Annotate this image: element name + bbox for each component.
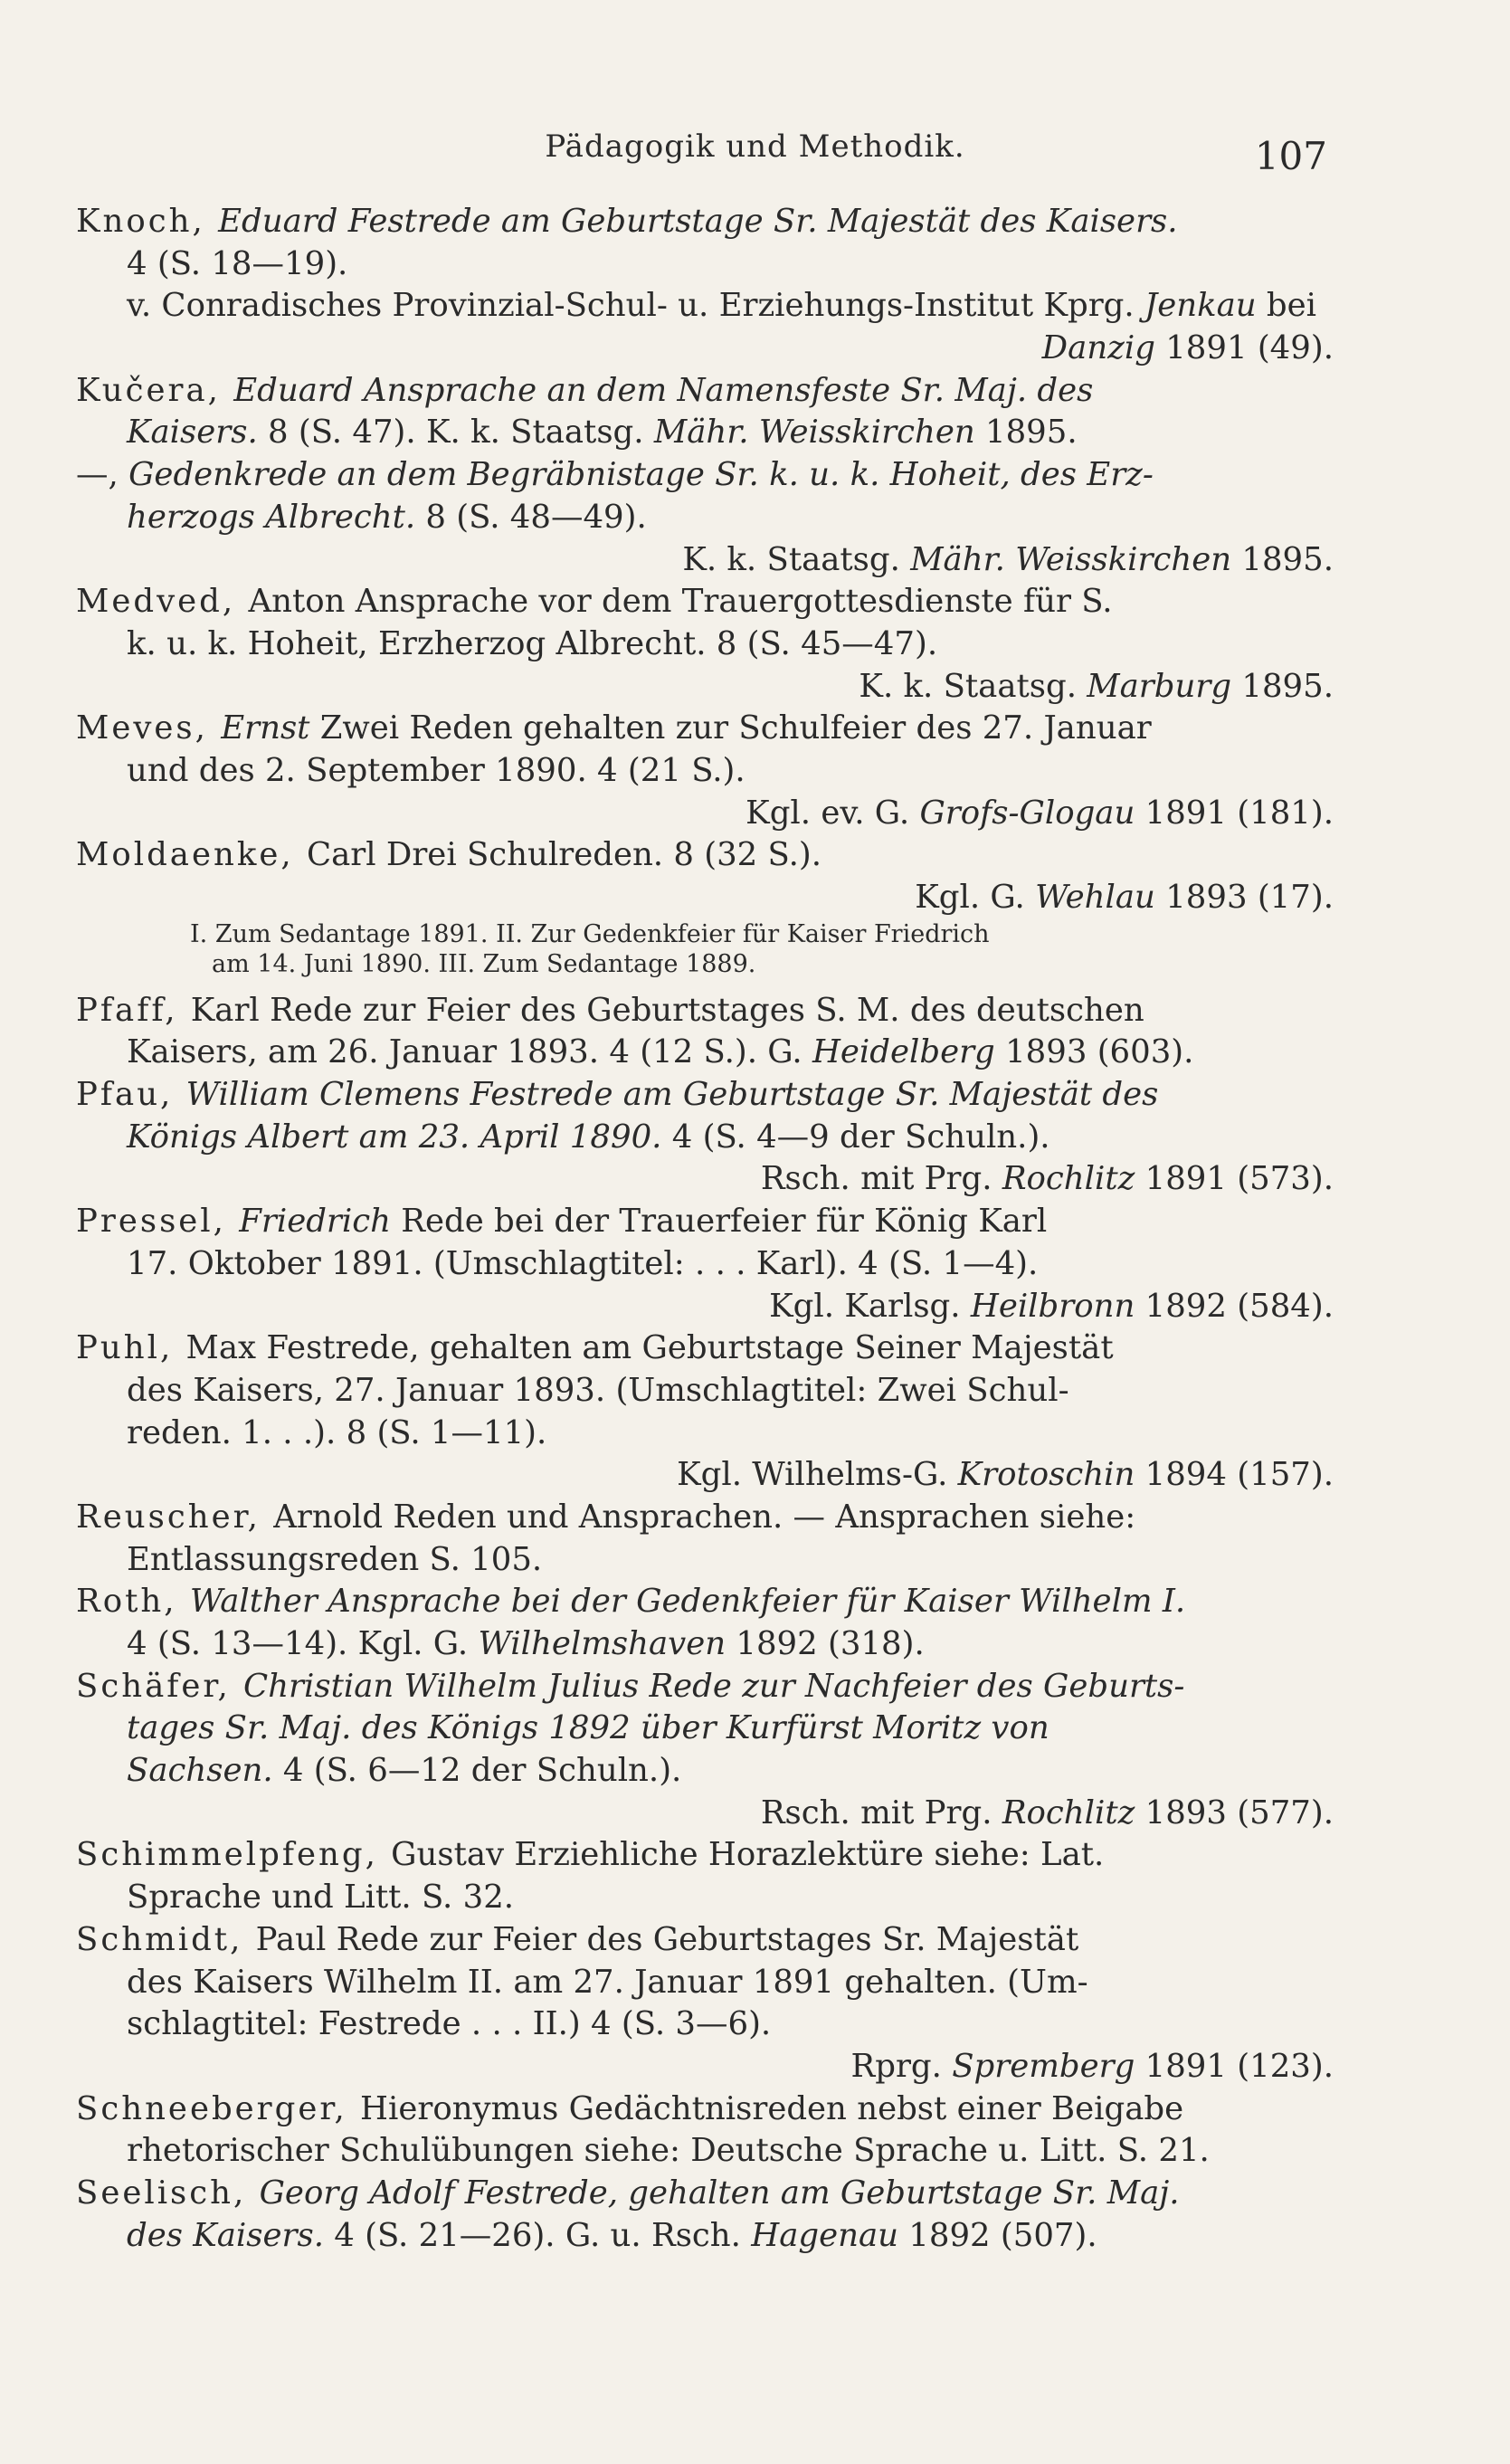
text: v. Conradisches Provinzial-Schul- u. Erziehungs-Institut Kprg. [127,287,1144,325]
place: Wilhelmshaven [478,1625,727,1662]
author: Pfau, [76,1076,186,1114]
title: Arnold Reden und Ansprachen. — Ansprachen siehe: [273,1498,1136,1536]
text: Rsch. mit Prg. [760,1160,1002,1198]
author: Schäfer, [76,1667,244,1705]
entry-knoch [76,201,1334,370]
text: Kgl. Wilhelms-G. [677,1456,958,1494]
place: Mähr. Weisskirchen [653,414,975,452]
author: Schmidt, [76,1920,256,1958]
text: 8 (S. 47). K. k. Staatsg. [257,414,654,452]
text: Kgl. ev. G. [746,794,920,832]
page-header [0,125,1510,179]
title: Paul Rede zur Feier des Geburtstages Sr. Majestät [255,1920,1079,1958]
author: Schneeberger, [76,2089,361,2127]
entry-seelisch [76,2173,1334,2257]
text: 8 (S. 48—49). [415,498,647,536]
contents-note: I. Zum Sedantage 1891. II. Zur Gedenkfeier für Kaiser Friedrich [190,919,990,948]
entry-kucera [76,370,1334,581]
entry-schmidt [76,1919,1334,2088]
place: Rochlitz [1002,1160,1135,1198]
place: Heilbronn [970,1287,1135,1325]
author: —, [76,456,129,494]
running-title: Pädagogik und Methodik. [545,128,965,165]
title: Gustav Erziehliche Horazlektüre siehe: Lat. [391,1836,1105,1874]
entry-roth [76,1581,1334,1665]
text: Rsch. mit Prg. [760,1793,1002,1831]
title: Rede bei der Trauerfeier für König Karl [391,1203,1048,1241]
text: reden. 1. . .). 8 (S. 1—11). [127,1413,547,1451]
entry-pfaff [76,990,1334,1074]
text: Sprache und Litt. S. 32. [127,1879,515,1917]
entry-schimmelpfeng [76,1834,1334,1918]
author: Seelisch, [76,2174,260,2212]
entry-moldaenke [76,834,1334,978]
title: Eduard Festrede am Geburtstage Sr. Majestät des Kaisers. [218,203,1178,240]
author: Puhl, [76,1329,186,1367]
place: Grofs-Glogau [919,794,1135,832]
title: Hieronymus Gedächtnisreden nebst einer Beigabe [360,2089,1184,2127]
text: Kgl. G. [915,879,1036,916]
entry-reuscher [76,1497,1334,1581]
title: Anton Ansprache vor dem Trauergottesdienste für S. [248,583,1113,621]
year-ref: 1895. [1231,667,1334,705]
text: des Kaisers, 27. Januar 1893. (Umschlagtitel: Zwei Schul- [127,1371,1069,1409]
place: Mähr. Weisskirchen [910,540,1232,578]
text: und des 2. September 1890. 4 (21 S.). [127,751,746,789]
year-ref: 1892 (584). [1135,1287,1334,1325]
title: Carl Drei Schulreden. 8 (32 S.). [306,836,822,874]
title: Königs Albert am 23. April 1890. [127,1118,662,1156]
entry-schneeberger [76,2088,1334,2173]
text: bei [1256,287,1316,325]
text: k. u. k. Hoheit, Erzherzog Albrecht. 8 (S. 45—47). [127,624,938,662]
entry-schaefer [76,1666,1334,1835]
place: Jenkau [1144,287,1257,325]
place: Rochlitz [1002,1793,1135,1831]
entry-list [76,201,1334,2257]
title: des Kaisers. [127,2216,324,2254]
author: Pfaff, [76,991,191,1029]
year-ref: 1895. [1231,540,1334,578]
text: Rprg. [850,2047,953,2085]
entry-meves [76,708,1334,834]
title: Georg Adolf Festrede, gehalten am Geburtstage Sr. Maj. [259,2174,1180,2212]
title: William Clemens Festrede am Geburtstage Sr. Majestät des [185,1076,1159,1114]
author: Meves, [76,709,222,747]
author: Knoch, [76,203,219,240]
title: Walther Ansprache bei der Gedenkfeier für Kaiser Wilhelm I. [189,1583,1186,1621]
year-ref: 1892 (318). [726,1625,925,1662]
author: Reuscher, [76,1498,274,1536]
title: Sachsen. [127,1752,273,1790]
contents-note: am 14. Juni 1890. III. Zum Sedantage 1889. [212,949,756,978]
title: Christian Wilhelm Julius Rede zur Nachfeier des Geburts- [243,1667,1185,1705]
title: herzogs Albrecht. [127,498,416,536]
title: Gedenkrede an dem Begräbnistage Sr. k. u. k. Hoheit, des Erz- [128,456,1154,494]
text: Entlassungsreden S. 105. [127,1540,543,1578]
text: des Kaisers Wilhelm II. am 27. Januar 1891 gehalten. (Um- [127,1963,1088,2001]
text: 4 (S. 21—26). G. u. Rsch. [323,2216,752,2254]
text: Kaisers, am 26. Januar 1893. 4 (12 S.). G. [127,1033,812,1071]
page-number: 107 [1254,134,1327,178]
title: tages Sr. Maj. des Königs 1892 über Kurfürst Moritz von [127,1709,1049,1747]
title: Max Festrede, gehalten am Geburtstage Seiner Majestät [185,1329,1114,1367]
place: Hagenau [751,2216,898,2254]
year-ref: 1893 (17). [1154,879,1334,916]
text: 4 (S. 6—12 der Schuln.). [272,1752,682,1790]
place: Wehlau [1035,879,1155,916]
year-ref: 1892 (507). [897,2216,1097,2254]
author: Roth, [76,1583,190,1621]
text: rhetorischer Schulübungen siehe: Deutsche Sprache u. Litt. S. 21. [127,2132,1210,2170]
author: Pressel, [76,1203,240,1241]
first-name: Ernst [221,709,310,747]
text: schlagtitel: Festrede . . . II.) 4 (S. 3—6). [127,2005,772,2043]
text: K. k. Staatsg. [682,540,911,578]
title: Zwei Reden gehalten zur Schulfeier des 27. Januar [309,709,1152,747]
place: Heidelberg [812,1033,995,1071]
author: Kučera, [76,371,234,409]
entry-pressel [76,1201,1334,1327]
year-ref: 1891 (123). [1135,2047,1334,2085]
text: Kgl. Karlsg. [769,1287,971,1325]
author: Schimmelpfeng, [76,1836,392,1874]
text: 4 (S. 4—9 der Schuln.). [661,1118,1050,1156]
text: 17. Oktober 1891. (Umschlagtitel: . . . Karl). 4 (S. 1—4). [127,1244,1039,1282]
text: 4 (S. 13—14). Kgl. G. [127,1625,479,1662]
year-ref: 1891 (573). [1135,1160,1334,1198]
text: 4 (S. 18—19). [127,244,348,282]
year-ref: 1894 (157). [1135,1456,1334,1494]
title: Kaisers. [127,414,258,452]
entry-medved [76,581,1334,708]
year-ref: 1893 (577). [1135,1793,1334,1831]
entry-puhl [76,1327,1334,1497]
place: Spremberg [952,2047,1135,2085]
place: Marburg [1087,667,1232,705]
year-ref: 1893 (603). [994,1033,1194,1071]
year-ref: 1891 (49). [1154,329,1334,367]
author: Moldaenke, [76,836,307,874]
title: Karl Rede zur Feier des Geburtstages S. M. des deutschen [190,991,1144,1029]
text: K. k. Staatsg. [859,667,1087,705]
first-name: Friedrich [239,1203,391,1241]
year-ref: 1891 (181). [1135,794,1334,832]
place: Krotoschin [957,1456,1135,1494]
entry-pfau [76,1074,1334,1201]
place: Danzig [1041,329,1155,367]
year-ref: 1895. [974,414,1078,452]
title: Eduard Ansprache an dem Namensfeste Sr. Maj. des [233,371,1094,409]
author: Medved, [76,583,249,621]
